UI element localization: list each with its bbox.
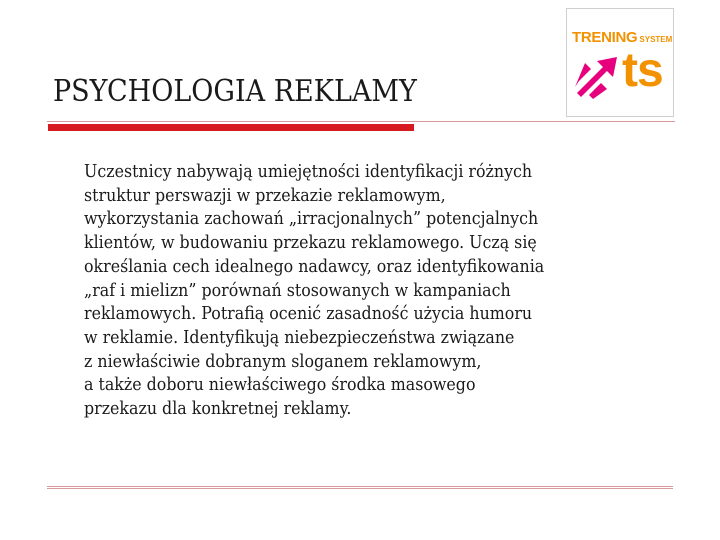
slide-body-text: Uczestnicy nabywają umiejętności identyfikacji różnych struktur perswazji w przekazie reklamowym, wykorzystania zachowań „irracjonalnych” potencjalnych klientów, w budowaniu przekazu reklamowego. Uczą się określania cech idealnego nadawcy, oraz identyfikowania „raf i mielizn” porównań stosowanych w kampaniach reklamowych. Potrafią ocenić zasadność użycia humoru w reklamie. Identyfikują niebezpieczeństwa związane z niewłaściwie dobranym sloganem reklamowym, a także doboru niewłaściwego środka masowego przekazu dla konkretnej reklamy. xyxy=(84,161,545,420)
title-accent-bar xyxy=(48,124,414,131)
logo-trening-text: TRENING xyxy=(572,29,638,46)
footer-divider-bottom xyxy=(47,488,673,489)
footer-divider-top xyxy=(47,486,673,487)
arrow-up-right-icon xyxy=(571,49,621,99)
slide-title: PSYCHOLOGIA REKLAMY xyxy=(53,74,417,109)
trening-system-logo xyxy=(566,8,674,117)
logo-ts-mark: ts xyxy=(622,44,663,97)
logo-system-text: SYSTEM xyxy=(639,35,673,44)
title-divider xyxy=(47,121,675,122)
